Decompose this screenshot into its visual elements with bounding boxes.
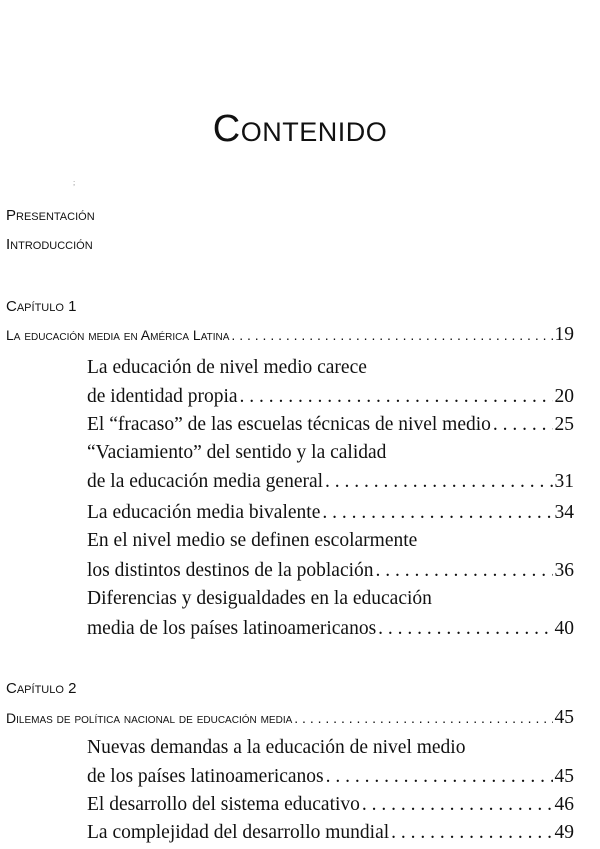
toc-entry-text: los distintos destinos de la población [87, 560, 374, 581]
toc-entry-row [87, 766, 574, 788]
page-number: 19 [554, 324, 574, 345]
toc-introduccion: Introducción [6, 236, 93, 253]
toc-entry-line: La educación de nivel medio carece [87, 357, 367, 378]
dot-leader [294, 710, 552, 726]
dot-leader [325, 471, 552, 493]
page-title: Contenido [212, 108, 388, 150]
toc-entry-row [87, 822, 574, 844]
chapter-1-label: Capítulo 1 [6, 298, 77, 315]
toc-entry-text: El “fracaso” de las escuelas técnicas de nivel medio [87, 414, 491, 435]
page-number: 45 [554, 707, 574, 728]
toc-entry-text: de los países latinoamericanos [87, 766, 324, 787]
toc-entry-text: media de los países latinoamericanos [87, 618, 377, 639]
chapter-1-heading: La educación media en América Latina [6, 327, 230, 343]
toc-entry-text: El desarrollo del sistema educativo [87, 794, 360, 815]
dot-leader [240, 386, 553, 408]
toc-entry-row [87, 386, 574, 408]
page-number: 34 [554, 502, 574, 523]
chapter-1-heading-row [6, 324, 574, 346]
toc-entry-line: En el nivel medio se definen escolarmente [87, 530, 418, 551]
toc-presentacion: Presentación [6, 207, 95, 224]
toc-entry-text: La complejidad del desarrollo mundial [87, 822, 390, 843]
dot-leader [326, 766, 553, 788]
dot-leader [362, 794, 553, 816]
page-number: 20 [554, 386, 574, 407]
toc-entry-row [87, 502, 574, 524]
chapter-2-label: Capítulo 2 [6, 680, 77, 697]
dot-leader [391, 822, 552, 844]
toc-entry-text: de identidad propia [87, 386, 238, 407]
dot-leader [493, 414, 553, 436]
toc-entry-line: Nuevas demandas a la educación de nivel medio [87, 737, 466, 758]
toc-entry-line: Diferencias y desigualdades en la educación [87, 588, 432, 609]
page-number: 49 [554, 822, 574, 843]
page-number: 46 [554, 794, 574, 815]
dot-leader [322, 502, 552, 524]
page-number: 45 [554, 766, 574, 787]
dot-leader [378, 618, 552, 640]
toc-entry-row [87, 414, 574, 436]
chapter-2-heading: Dilemas de política nacional de educación media [6, 710, 293, 726]
dot-leader [376, 560, 553, 582]
page-number: 36 [554, 560, 574, 581]
toc-entry-line: “Vaciamiento” del sentido y la calidad [87, 442, 387, 463]
scan-speck: ; [73, 178, 76, 187]
toc-entry-row [87, 471, 574, 493]
page-number: 40 [554, 618, 574, 639]
page-number: 31 [554, 471, 574, 492]
toc-entry-row [87, 560, 574, 582]
page-number: 25 [554, 414, 574, 435]
dot-leader [231, 327, 552, 343]
toc-entry-text: de la educación media general [87, 471, 324, 492]
chapter-2-heading-row [6, 707, 574, 729]
toc-entry-row [87, 618, 574, 640]
toc-entry-text: La educación media bivalente [87, 502, 321, 523]
toc-entry-row [87, 794, 574, 816]
